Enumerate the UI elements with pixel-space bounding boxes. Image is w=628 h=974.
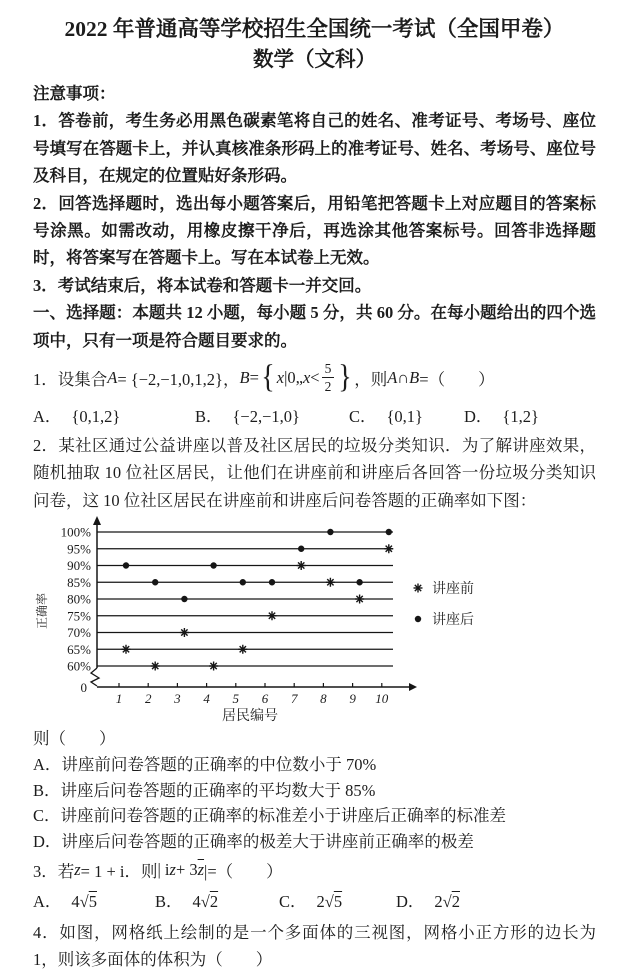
q1-set-a: = {−2,−1,0,1,2}， [117, 369, 240, 389]
question-3-stem [33, 854, 596, 886]
svg-text:讲座前: 讲座前 [432, 582, 474, 598]
q1-option-c: C． {0,1} [349, 407, 423, 427]
q1-cond-lt: < [310, 367, 320, 387]
answer-rate-chart-svg [30, 516, 510, 724]
q3-option-c: C． 2√5 [279, 891, 343, 911]
svg-text:80%: 80% [67, 591, 91, 607]
sqrt-sign: √ [442, 891, 452, 911]
q1-brace-close: } [338, 359, 352, 396]
svg-text:95%: 95% [67, 541, 91, 557]
svg-text:65%: 65% [67, 642, 91, 658]
svg-text:5: 5 [232, 691, 240, 707]
q1-var-a: A [107, 367, 118, 387]
sqrt-sign: √ [79, 891, 89, 911]
q3-option-b: B． 4√2 [155, 891, 219, 911]
svg-text:100%: 100% [60, 524, 91, 540]
sqrt-sign: √ [324, 891, 334, 911]
notice-item-1: 1．答卷前，考生务必用黑色碳素笔将自己的姓名、准考证号、考场号、座位号填写在答题卡上，并认真核准条形码上的准考证号、姓名、考场号、座位号及科目，在规定的位置贴好条形码。 [33, 111, 596, 186]
svg-text:4: 4 [203, 691, 210, 707]
svg-text:9: 9 [349, 691, 356, 707]
q3-abs-post: |=（ ） [204, 861, 283, 881]
svg-text:90%: 90% [67, 558, 91, 574]
q3-var-z: z [74, 859, 81, 879]
q1-lead: 1．设集合 [33, 369, 108, 389]
svg-text:正确率: 正确率 [35, 593, 49, 630]
q1-frac-denominator: 2 [324, 379, 332, 395]
q2-option-b: B．讲座后问卷答题的正确率的平均数大于 85% [33, 780, 376, 800]
q3-option-a: A． 4√5 [33, 891, 97, 911]
q1-var-b: B [239, 367, 250, 387]
q1-option-b: B． {−2,−1,0} [195, 407, 300, 427]
q3-option-d: D． 2√2 [396, 891, 460, 911]
q1-fraction [322, 361, 335, 394]
svg-text:10: 10 [375, 691, 389, 707]
answer-rate-chart [30, 516, 510, 724]
notice-header: 注意事项： [33, 84, 116, 103]
svg-text:居民编号: 居民编号 [222, 709, 278, 725]
q3-lead: 3．若 [33, 861, 75, 881]
svg-text:0: 0 [80, 680, 87, 696]
svg-text:3: 3 [174, 691, 181, 707]
question-4-stem: 4．如图，网格纸上绘制的是一个多面体的三视图，网格小正方形的边长为 1，则该多面体的体积为（ ） [33, 922, 596, 970]
q3-var-z2: z [169, 859, 176, 879]
svg-text:2: 2 [144, 691, 152, 707]
q1-tail1: ，则 [354, 369, 388, 389]
q3-plus: + 3 [175, 859, 198, 879]
q3-eq: = 1 + i．则 [80, 861, 158, 881]
q3-abs-pre: | i [157, 859, 170, 879]
svg-text:7: 7 [290, 691, 298, 707]
svg-text:70%: 70% [67, 625, 91, 641]
q1-option-d: D． {1,2} [464, 407, 539, 427]
notice-item-3: 3．考试结束后，将本试卷和答题卡一并交回。 [33, 275, 372, 295]
page-title: 2022 年普通高等学校招生全国统一考试（全国甲卷） [64, 17, 565, 41]
question-1-options [33, 401, 596, 432]
svg-text:85%: 85% [67, 575, 91, 591]
q3-z-conjugate: $\overline{z}$ [197, 859, 205, 879]
question-2-then: 则（ ） [33, 729, 116, 749]
q2-option-d: D．讲座后问卷答题的正确率的极差大于讲座前正确率的极差 [33, 831, 474, 851]
svg-text:讲座后: 讲座后 [432, 613, 474, 629]
q1-option-a: A． {0,1,2} [33, 407, 121, 427]
question-2-options [33, 752, 596, 854]
q2-option-a: A．讲座前问卷答题的正确率的中位数小于 70% [33, 755, 377, 775]
q1-cond-x1: x [276, 367, 285, 387]
q1-tail2: =（ ） [419, 369, 495, 389]
svg-text:8: 8 [320, 691, 327, 707]
svg-text:60%: 60% [67, 658, 91, 674]
notice-item-2: 2．回答选择题时，选出每小题答案后，用铅笔把答题卡上对应题目的答案标号涂黑。如需改动，用橡皮擦干净后，再选涂其他答案标号。回答非选择题时，将答案写在答题卡上。写在本试卷上无效。 [33, 193, 596, 268]
q1-frac-numerator: 5 [322, 361, 335, 378]
q1-cond-mid: |0„ [284, 367, 303, 387]
question-3-options [33, 886, 596, 917]
question-1-stem [33, 354, 596, 401]
question-2-stem: 2．某社区通过公益讲座以普及社区居民的垃圾分类知识．为了解讲座效果，随机抽取 10 位社区居民，让他们在讲座前和讲座后各回答一份垃圾分类知识问卷，这 10 位社区居民在讲座前和讲座后问卷答题的正确率如下图： [33, 436, 596, 510]
svg-text:1: 1 [115, 691, 123, 707]
sqrt-sign: √ [200, 891, 210, 911]
page-subtitle: 数学（文科） [253, 49, 376, 71]
q1-cond-x2: x [302, 367, 311, 387]
q1-brace-open: { [261, 359, 275, 396]
svg-text:75%: 75% [67, 608, 91, 624]
svg-text:6: 6 [261, 691, 269, 707]
q1-intersection: A∩B [387, 367, 420, 387]
q2-option-c: C．讲座前问卷答题的正确率的标准差小于讲座后正确率的标准差 [33, 806, 507, 826]
q1-eq: = [249, 367, 259, 387]
section-header: 一、选择题：本题共 12 小题，每小题 5 分，共 60 分。在每小题给出的四个选项中，只有一项是符合题目要求的。 [33, 303, 596, 350]
